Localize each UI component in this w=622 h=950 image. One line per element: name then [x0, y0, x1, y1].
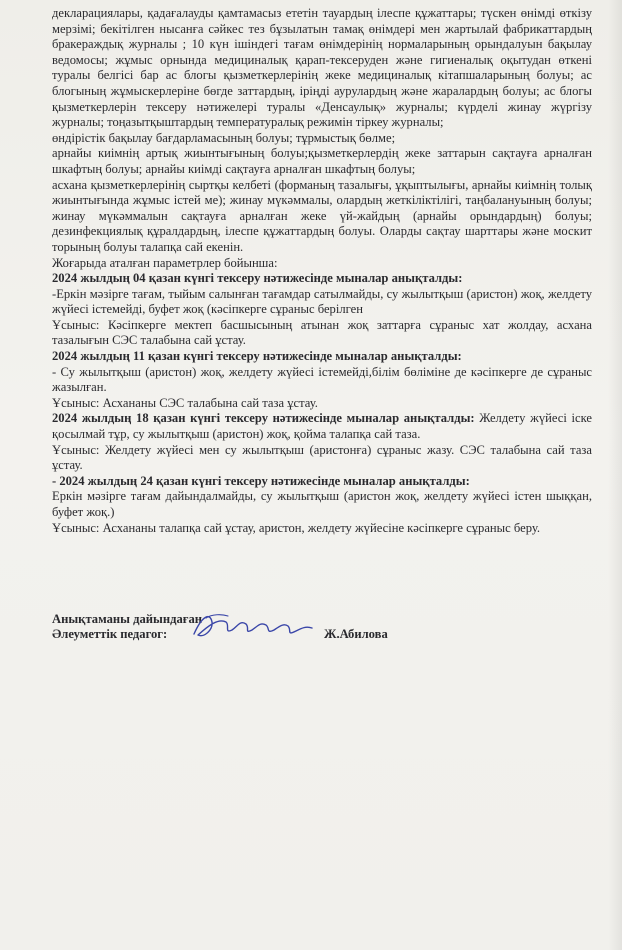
- finding-line: -Еркін мәзірге тағам, тыйым салынған тағамдар сатылмайды, су жылытқыш (аристон) жоқ, желдету жүйесі істемейді, буфет жоқ (кәсіпкерге сұраныс берілген: [52, 286, 592, 317]
- paragraph: өндірістік бақылау бағдарламасының болуы; тұрмыстық бөлме;: [52, 130, 396, 145]
- handwritten-signature-icon: [188, 608, 318, 644]
- finding-heading: - 2024 жылдың 24 қазан күнгі тексеру нәтижесінде мыналар анықталды:: [52, 473, 470, 488]
- document-body: [52, 6, 592, 536]
- paragraph: Жоғарыда аталған параметрлер бойынша:: [52, 255, 278, 270]
- position-label: Әлеуметтік педагог:: [52, 627, 168, 641]
- signature-block: [52, 612, 592, 652]
- finding-heading: 2024 жылдың 04 қазан күнгі тексеру нәтижесінде мыналар анықталды:: [52, 271, 463, 286]
- finding-line: Ұсыныс: Кәсіпкерге мектеп басшысының атынан жоқ заттарға сұраныс хат жолдау, асхана тазалығын СЭС талабына сай ұстау.: [52, 317, 592, 348]
- finding-line: - Су жылытқыш (аристон) жоқ, желдету жүйесі істемейді,білім бөліміне де кәсіпкерге де сұраныс жазылған.: [52, 364, 592, 395]
- paragraph: асхана қызметкерлерінің сыртқы келбеті (форманың тазалығы, ұқыптылығы, арнайы киімнің толық жиынтығында жұмыс істей ме); жинау мүкәммалы, олардың жеткіліктілігі, таңбалануының болуы; жинау мүкәммалын сақтауға арналған жеке үй-жайдың (арнайы орындардың) болуы; дезинфекциялық құралдардың, ілеспе құжаттардың болуы. Оларды сақтау шарттары және москит торының болуы талапқа сай екенін.: [52, 177, 592, 254]
- finding-heading-suffix: Желдету жүйесі іске қосылмай тұр, су жылытқыш (аристон) жоқ, қойма талапқа сай таза.: [52, 411, 593, 442]
- paragraph: декларациялары, қадағалауды қамтамасыз ететін тауардың ілеспе құжаттары; түскен өнімді өткізу мерзімі; бекітілген нысанға сәйкес тез бұзылатын тамақ өнімдері мен жартылай фабрикаттардың бракераждық журналы ; 10 күн ішіндегі тағам өнімдерінің нормаларының орындалуын бақылау ведомосы; жұмыс орнында медициналық қарап-тексеруден және гигиеналық оқытудан өткені туралы белгісі бар ас блогы қызметкерлерінің жеке медициналық кітапшаларының болуы; ас блогының жұмыскерлеріне бөгде заттардың, іріңді аурулардың және жаралардың болуы; ас блогы қызметкерлерін тексеру нәтижелері туралы «Денсаулық» журналы; күрделі жинау жүргізу журналы; тоңазытқыштардың температуралық режимін тіркеу журналы;: [52, 6, 592, 130]
- finding-heading: 2024 жылдың 11 қазан күнгі тексеру нәтижесінде мыналар анықталды:: [52, 349, 462, 364]
- signer-name: Ж.Абилова: [324, 627, 388, 641]
- finding-heading: 2024 жылдың 18 қазан күнгі тексеру нәтижесінде мыналар анықталды:: [52, 411, 475, 426]
- finding-line: Ұсыныс: Асхананы талапқа сай ұстау, аристон, желдету жүйесіне кәсіпкерге сұраныс беру.: [52, 520, 541, 535]
- finding-paragraph: [52, 411, 592, 442]
- page-edge-shadow: [608, 0, 622, 950]
- prepared-by-label: Анықтаманы дайындаған: [52, 612, 203, 626]
- finding-line: Ұсыныс: Асхананы СЭС талабына сай таза ұстау.: [52, 395, 318, 410]
- paragraph: арнайы киімнің артық жиынтығының болуы;қызметкерлердің жеке заттарын сақтауға арналған шкафтың болуы; арнайы киімді сақтауға арналған шкафтың болуы;: [52, 146, 592, 176]
- finding-line: Еркін мәзірге тағам дайындалмайды, су жылытқыш (аристон жоқ, желдету жүйесі істен шыққан, буфет жоқ.): [52, 489, 592, 519]
- finding-line: Ұсыныс: Желдету жүйесі мен су жылытқыш (аристонға) сұраныс жазу. СЭС талабына сай таза ұстау.: [52, 442, 592, 473]
